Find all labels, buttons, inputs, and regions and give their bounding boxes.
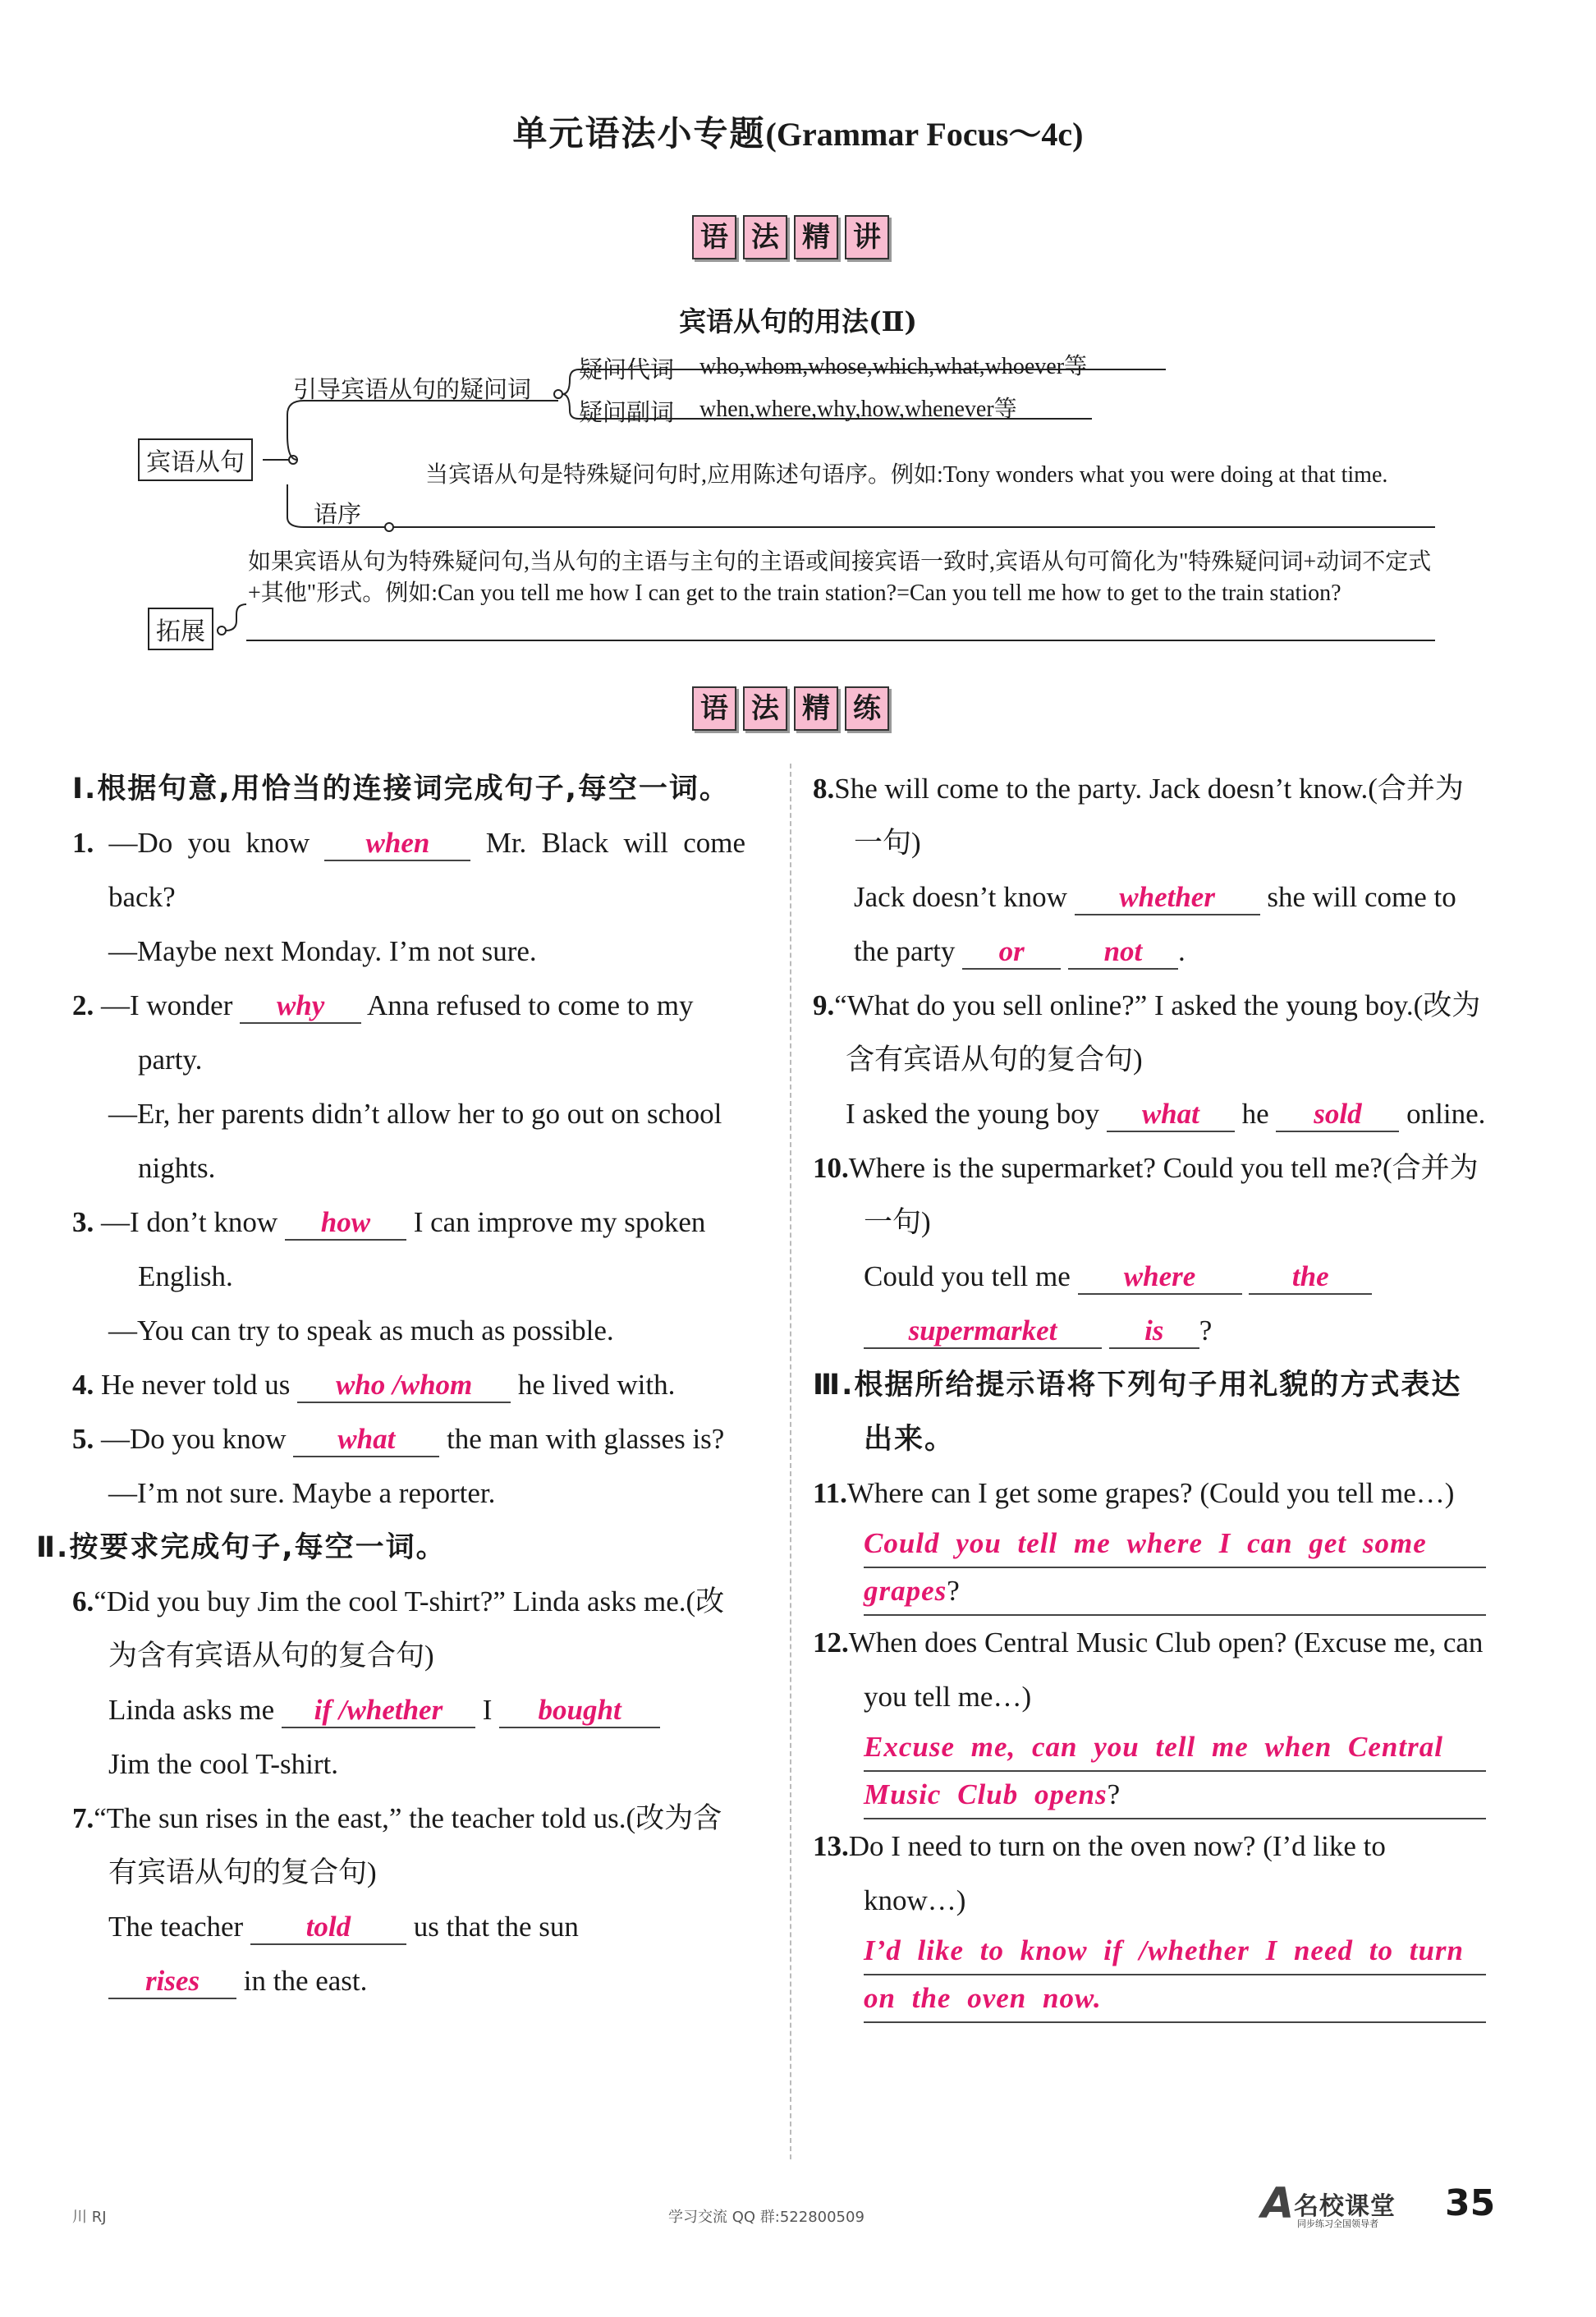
- q12-end: ?: [1107, 1778, 1121, 1810]
- q13-prompt: Do I need to turn on the oven now? (I’d like to know…): [848, 1830, 1386, 1916]
- q11-answer-2-text: grapes: [864, 1575, 947, 1607]
- q8-end: .: [1177, 935, 1186, 967]
- q6-answer-2[interactable]: bought: [499, 1694, 660, 1728]
- q8-answer-1[interactable]: whether: [1075, 881, 1260, 915]
- banner-char: 讲: [845, 215, 889, 259]
- q-number: 12.: [813, 1626, 849, 1659]
- right-column: [813, 762, 1486, 2023]
- q10-answer-line: [813, 1250, 1486, 1304]
- banner-char: 语: [692, 686, 736, 731]
- question-1: [72, 816, 745, 925]
- q8-answer-line: [813, 870, 1486, 979]
- q11-prompt: Where can I get some grapes? (Could you tell me…): [846, 1477, 1455, 1509]
- q8-answer-2[interactable]: or: [962, 935, 1061, 970]
- pronoun-label: 疑问代词: [579, 356, 675, 383]
- q1-answer[interactable]: when: [324, 827, 470, 861]
- q7-prompt: “The sun rises in the east,” the teacher told us.(改为含有宾语从句的复合句): [94, 1802, 722, 1888]
- q6-text-mid: I: [482, 1694, 493, 1726]
- q10-end: ?: [1199, 1314, 1213, 1347]
- order-label: 语序: [314, 500, 362, 528]
- q8-prompt: She will come to the party. Jack doesn’t know.(合并为一句): [834, 773, 1464, 859]
- extend-text: 如果宾语从句为特殊疑问句,当从句的主语与主句的主语或间接宾语一致时,宾语从句可简化为"特殊疑问词+动词不定式+其他"形式。例如:Can you tell me how I can get to the train station?=Can you tell me how to get to the train station?: [248, 549, 1432, 606]
- q8-answer-3[interactable]: not: [1068, 935, 1178, 970]
- column-divider: [790, 764, 791, 2159]
- branch-question-words: 引导宾语从句的疑问词: [293, 375, 532, 403]
- banner-char: 精: [794, 686, 838, 731]
- q-number: 13.: [813, 1830, 849, 1862]
- q7-answer-2[interactable]: rises: [108, 1965, 236, 1999]
- left-column: [36, 762, 746, 2008]
- q1-text-b: Mr. Black will come back?: [108, 827, 746, 913]
- q13-answer-2-text: on the oven now: [864, 1982, 1094, 2014]
- q12-answer-2-text: Music Club opens: [864, 1778, 1108, 1810]
- q8-text-a: Jack doesn’t know: [854, 881, 1067, 913]
- adverb-words: when,where,why,how,whenever等: [699, 397, 1017, 422]
- q9-answer-1[interactable]: what: [1107, 1098, 1235, 1132]
- q13-answer-1[interactable]: I’d like to know if /whether I need to turn: [864, 1928, 1486, 1975]
- order-text: 当宾语从句是特殊疑问句时,应用陈述句语序。例如:Tony wonders what you were doing at that time.: [425, 462, 1388, 488]
- q4-answer[interactable]: who /whom: [297, 1369, 511, 1403]
- q7-text-a: The teacher: [108, 1911, 244, 1943]
- q5-answer[interactable]: what: [293, 1423, 439, 1457]
- q7-text-mid: us that the sun: [413, 1911, 579, 1943]
- q4-text-b: he lived with.: [517, 1369, 676, 1401]
- q10-answer-2[interactable]: the: [1249, 1260, 1372, 1295]
- q13-end: .: [1094, 1982, 1102, 2014]
- q-number: 5.: [72, 1423, 94, 1455]
- q7-end: in the east.: [243, 1965, 368, 1997]
- q3-text-b: I can improve my spoken English.: [138, 1206, 706, 1292]
- banner-char: 语: [692, 215, 736, 259]
- q3-reply: —You can try to speak as much as possible.: [108, 1314, 614, 1347]
- q-number: 8.: [813, 773, 835, 805]
- q11-answer-2[interactable]: [864, 1568, 1486, 1616]
- q10-text-a: Could you tell me: [864, 1260, 1071, 1292]
- q2-text-b: Anna refused to come to my party.: [138, 989, 694, 1076]
- q-number: 3.: [72, 1206, 94, 1238]
- q10-answer-4[interactable]: is: [1109, 1314, 1199, 1349]
- q6-answer-1[interactable]: if /whether: [282, 1694, 475, 1728]
- q3-answer[interactable]: how: [285, 1206, 406, 1241]
- q6-end: Jim the cool T-shirt.: [108, 1748, 338, 1780]
- page-number: 35: [1445, 2182, 1496, 2224]
- adverb-label: 疑问副词: [579, 398, 675, 426]
- q9-answer-line: [813, 1087, 1486, 1141]
- question-5: [72, 1412, 745, 1466]
- banner-char: 练: [845, 686, 889, 731]
- question-6: [72, 1575, 745, 1683]
- question-11: [813, 1466, 1486, 1521]
- banner-char: 法: [743, 686, 787, 731]
- q9-text-mid: he: [1241, 1098, 1269, 1130]
- pronoun-words: who,whom,whose,which,what,whoever等: [699, 354, 1088, 379]
- title-en: (Grammar Focus～4c): [765, 116, 1084, 153]
- q-number: 10.: [813, 1152, 849, 1184]
- q6-answer-line: [72, 1683, 745, 1737]
- q10-answer-3[interactable]: supermarket: [864, 1314, 1102, 1349]
- q4-text-a: He never told us: [101, 1369, 291, 1401]
- q5-text-a: —Do you know: [101, 1423, 287, 1455]
- q-number: 11.: [813, 1477, 847, 1509]
- q7-answer-line-2: [72, 1954, 745, 2008]
- logo-a-icon: A: [1261, 2179, 1295, 2228]
- q5-reply: —I’m not sure. Maybe a reporter.: [108, 1477, 496, 1509]
- q11-end: ?: [947, 1575, 961, 1607]
- question-7: [72, 1792, 745, 1900]
- q1-reply: —Maybe next Monday. I’m not sure.: [108, 935, 537, 967]
- q-number: 1.: [72, 827, 94, 859]
- q2-reply: —Er, her parents didn’t allow her to go out on school nights.: [108, 1098, 722, 1184]
- q9-end: online.: [1406, 1098, 1486, 1130]
- q9-text-a: I asked the young boy: [846, 1098, 1100, 1130]
- section3-heading: Ⅲ.根据所给提示语将下列句子用礼貌的方式表达出来。: [813, 1369, 1462, 1456]
- q12-prompt: When does Central Music Club open? (Excuse me, can you tell me…): [848, 1626, 1484, 1713]
- banner-char: 法: [743, 215, 787, 259]
- question-9: [813, 979, 1486, 1087]
- q7-answer-1[interactable]: told: [250, 1911, 406, 1945]
- question-4: [72, 1358, 745, 1412]
- q2-answer[interactable]: why: [240, 989, 361, 1024]
- section2-heading: Ⅱ.按要求完成句子,每空一词。: [36, 1531, 447, 1564]
- q8-text-mid: she will come to the party: [854, 881, 1456, 967]
- q10-answer-line-2: [813, 1304, 1486, 1358]
- question-12: [813, 1616, 1486, 1724]
- q-number: 9.: [813, 989, 835, 1021]
- section1-heading: Ⅰ.根据句意,用恰当的连接词完成句子,每空一词。: [72, 773, 730, 805]
- q-number: 4.: [72, 1369, 94, 1401]
- q7-answer-line: [72, 1900, 745, 1954]
- brand-logo: [1261, 2179, 1458, 2230]
- q-number: 6.: [72, 1585, 94, 1617]
- title-cn: 单元语法小专题: [512, 113, 766, 154]
- q11-answer-1[interactable]: Could you tell me where I can get some: [864, 1521, 1486, 1568]
- q9-prompt: “What do you sell online?” I asked the young boy.(改为含有宾语从句的复合句): [834, 989, 1481, 1076]
- q10-answer-1[interactable]: where: [1078, 1260, 1242, 1295]
- q6-prompt: “Did you buy Jim the cool T-shirt?” Linda asks me.(改为含有宾语从句的复合句): [94, 1585, 725, 1672]
- q13-answer-2[interactable]: [864, 1975, 1486, 2023]
- q5-text-b: the man with glasses is?: [447, 1423, 725, 1455]
- question-13: [813, 1819, 1486, 1928]
- footer-edition: 川 RJ: [72, 2209, 107, 2226]
- brand-name: 名校课堂: [1294, 2192, 1396, 2221]
- question-10: [813, 1141, 1486, 1250]
- q10-prompt: Where is the supermarket? Could you tell me?(合并为一句): [848, 1152, 1479, 1238]
- q12-answer-1[interactable]: Excuse me, can you tell me when Central: [864, 1724, 1486, 1772]
- q-number: 2.: [72, 989, 94, 1021]
- banner-practice: [692, 686, 889, 731]
- footer-qq-group: 学习交流 QQ 群:522800509: [668, 2209, 864, 2226]
- q9-answer-2[interactable]: sold: [1276, 1098, 1399, 1132]
- q6-text-a: Linda asks me: [108, 1694, 275, 1726]
- q3-text-a: —I don’t know: [101, 1206, 278, 1238]
- question-3: [72, 1195, 745, 1304]
- brand-subtitle: 同步练习全国领导者: [1297, 2218, 1378, 2229]
- mindmap-title: 宾语从句的用法(Ⅱ): [678, 305, 918, 337]
- question-8: [813, 762, 1486, 870]
- banner-char: 精: [794, 215, 838, 259]
- mindmap-root: 宾语从句: [138, 438, 253, 481]
- q-number: 7.: [72, 1802, 94, 1834]
- q12-answer-2[interactable]: [864, 1772, 1486, 1819]
- question-2: [72, 979, 745, 1087]
- q1-text-a: —Do you know: [108, 827, 310, 859]
- q2-text-a: —I wonder: [101, 989, 233, 1021]
- extend-label: 拓展: [148, 608, 213, 650]
